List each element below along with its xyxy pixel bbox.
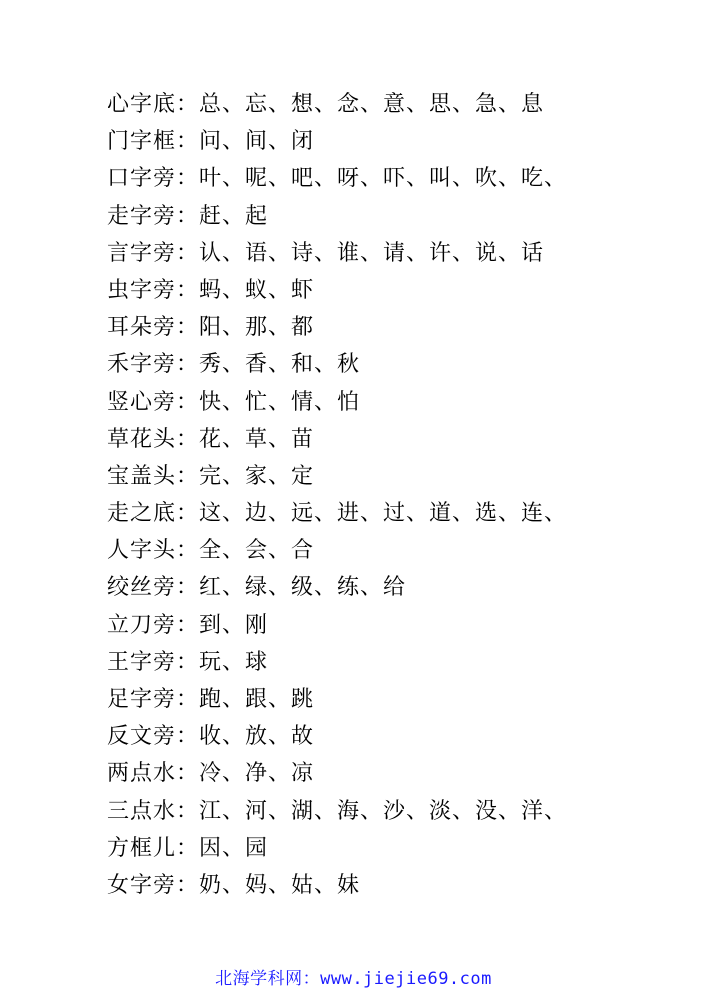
radical-list	[107, 86, 667, 904]
radical-line: 人字头：全、会、合	[107, 538, 315, 564]
radical-line: 反文旁：收、放、故	[107, 724, 315, 750]
radical-line: 王字旁：玩、球	[107, 649, 269, 675]
radical-line: 草花头：花、草、苗	[107, 426, 315, 452]
footer-label: 北海学科网：	[215, 969, 321, 989]
radical-line: 虫字旁：蚂、蚁、虾	[107, 277, 315, 303]
radical-line: 方框儿：因、园	[107, 835, 269, 861]
radical-line: 绞丝旁：红、绿、级、练、给	[107, 575, 407, 601]
radical-line: 耳朵旁：阳、那、都	[107, 315, 315, 341]
radical-line: 立刀旁：到、刚	[107, 612, 269, 638]
radical-line: 竖心旁：快、忙、情、怕	[107, 389, 361, 415]
radical-line: 心字底：总、忘、想、念、意、思、急、息	[107, 92, 545, 117]
radical-line: 言字旁：认、语、诗、谁、请、许、说、话	[107, 240, 545, 266]
footer-url-link[interactable]: www.jiejie69.com	[320, 969, 492, 989]
radical-line: 两点水：冷、净、凉	[107, 761, 315, 787]
radical-line: 门字框：问、间、闭	[107, 129, 315, 155]
radical-line: 禾字旁：秀、香、和、秋	[107, 352, 361, 378]
radical-line: 口字旁：叶、呢、吧、呀、吓、叫、吹、吃、	[107, 166, 568, 192]
radical-line: 女字旁：奶、妈、姑、妹	[107, 872, 361, 898]
radical-line: 足字旁：跑、跟、跳	[107, 687, 315, 712]
footer-watermark	[0, 964, 707, 989]
radical-line: 走字旁：赶、起	[107, 203, 269, 229]
radical-line: 三点水：江、河、湖、海、沙、淡、没、洋、	[107, 798, 568, 824]
radical-line: 宝盖头：完、家、定	[107, 463, 315, 489]
radical-line: 走之底：这、边、远、进、过、道、选、连、	[107, 501, 568, 527]
